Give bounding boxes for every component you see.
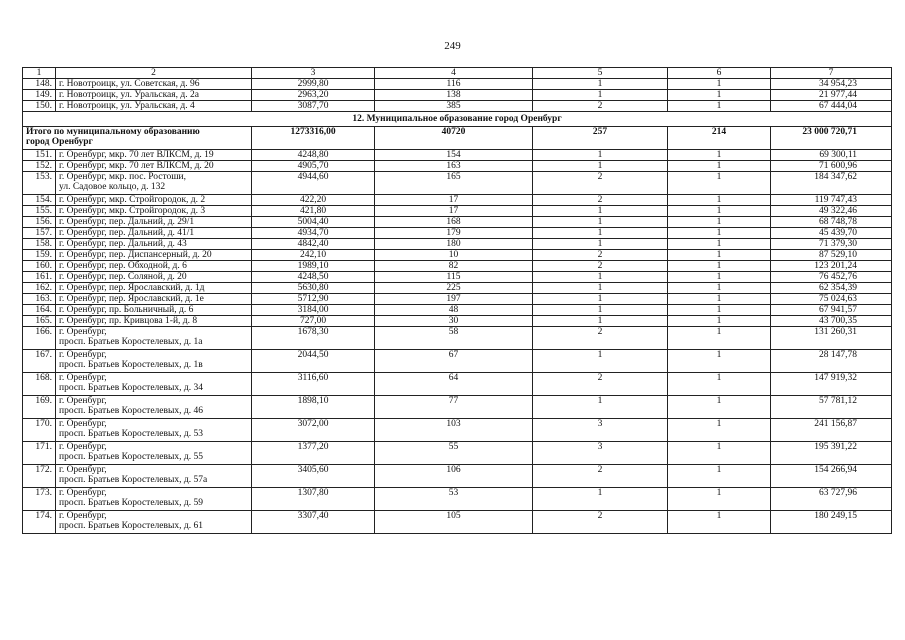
row-number: 166. [23, 327, 56, 350]
residents-value: 105 [375, 511, 533, 534]
cost-value: 71 600,96 [771, 161, 892, 172]
address-line: г. Оренбург, пер. Дальний, д. 29/1 [59, 217, 195, 227]
address-line: просп. Братьев Коростелевых, д. 53 [59, 429, 203, 439]
count-col5: 1 [533, 350, 668, 373]
residents-value: 77 [375, 396, 533, 419]
count-col5: 1 [533, 228, 668, 239]
count-col6: 1 [668, 419, 771, 442]
table-row [23, 261, 892, 272]
count-col6: 1 [668, 316, 771, 327]
address-line: г. Оренбург, мкр. Стройгородок, д. 3 [59, 206, 206, 216]
count-col5: 1 [533, 90, 668, 101]
table-row [23, 161, 892, 172]
residents-value: 55 [375, 442, 533, 465]
cost-value: 28 147,78 [771, 350, 892, 373]
cost-value: 147 919,32 [771, 373, 892, 396]
address [56, 488, 252, 511]
cost-value: 131 260,31 [771, 327, 892, 350]
address [56, 316, 252, 327]
address [56, 161, 252, 172]
cost-value: 75 024,63 [771, 294, 892, 305]
count-col5: 2 [533, 250, 668, 261]
table-row [23, 79, 892, 90]
count-col6: 1 [668, 101, 771, 112]
count-col5: 1 [533, 239, 668, 250]
count-col5: 2 [533, 195, 668, 206]
table-row [23, 294, 892, 305]
row-number: 158. [23, 239, 56, 250]
count-col6: 1 [668, 161, 771, 172]
address [56, 228, 252, 239]
cost-value: 68 748,78 [771, 217, 892, 228]
row-number: 155. [23, 206, 56, 217]
column-header: 1 [23, 68, 56, 79]
residents-value: 116 [375, 79, 533, 90]
address-line: г. Оренбург, мкр. пос. Ростоши, [59, 172, 186, 182]
cost-value: 195 391,22 [771, 442, 892, 465]
address-line: просп. Братьев Коростелевых, д. 61 [59, 521, 203, 531]
count-col5: 2 [533, 101, 668, 112]
row-number: 153. [23, 172, 56, 195]
residents-value: 17 [375, 195, 533, 206]
table-row [23, 272, 892, 283]
area-value: 5004,40 [252, 217, 375, 228]
count-col6: 1 [668, 327, 771, 350]
area-value: 422,20 [252, 195, 375, 206]
total-label-line: город Оренбург [26, 137, 93, 147]
area-value: 4842,40 [252, 239, 375, 250]
column-header: 6 [668, 68, 771, 79]
address-line: г. Оренбург, [59, 511, 107, 521]
register-table [22, 67, 892, 534]
address [56, 350, 252, 373]
row-number: 169. [23, 396, 56, 419]
table-row [23, 465, 892, 488]
area-value: 4944,60 [252, 172, 375, 195]
address-line: просп. Братьев Коростелевых, д. 59 [59, 498, 203, 508]
cost-value: 62 354,39 [771, 283, 892, 294]
area-value: 3405,60 [252, 465, 375, 488]
count-col6: 1 [668, 396, 771, 419]
area-value: 1989,10 [252, 261, 375, 272]
address [56, 101, 252, 112]
address-line: г. Новотроицк, ул. Уральская, д. 4 [59, 101, 195, 111]
column-header: 2 [56, 68, 252, 79]
count-col5: 2 [533, 511, 668, 534]
address [56, 396, 252, 419]
table-row [23, 488, 892, 511]
column-header: 5 [533, 68, 668, 79]
area-value: 2999,80 [252, 79, 375, 90]
count-col6: 1 [668, 150, 771, 161]
address-line: г. Оренбург, пер. Диспансерный, д. 20 [59, 250, 212, 260]
count-col5: 1 [533, 206, 668, 217]
count-col5: 1 [533, 272, 668, 283]
address [56, 327, 252, 350]
row-number: 174. [23, 511, 56, 534]
area-value: 5630,80 [252, 283, 375, 294]
row-number: 159. [23, 250, 56, 261]
total-col6: 214 [668, 127, 771, 150]
row-number: 170. [23, 419, 56, 442]
residents-value: 225 [375, 283, 533, 294]
address [56, 195, 252, 206]
table-row [23, 250, 892, 261]
count-col5: 1 [533, 316, 668, 327]
cost-value: 57 781,12 [771, 396, 892, 419]
row-number: 148. [23, 79, 56, 90]
residents-value: 106 [375, 465, 533, 488]
address-line: просп. Братьев Коростелевых, д. 1в [59, 360, 203, 370]
address-line: г. Оренбург, [59, 396, 107, 406]
count-col5: 3 [533, 442, 668, 465]
row-number: 150. [23, 101, 56, 112]
address-line: просп. Братьев Коростелевых, д. 34 [59, 383, 203, 393]
address [56, 511, 252, 534]
section-title: 12. Муниципальное образование город Оренбург [23, 112, 892, 127]
row-number: 149. [23, 90, 56, 101]
address-line: г. Оренбург, мкр. Стройгородок, д. 2 [59, 195, 206, 205]
residents-value: 385 [375, 101, 533, 112]
row-number: 165. [23, 316, 56, 327]
table-row [23, 305, 892, 316]
area-value: 4248,80 [252, 150, 375, 161]
total-residents: 40720 [375, 127, 533, 150]
cost-value: 241 156,87 [771, 419, 892, 442]
row-number: 171. [23, 442, 56, 465]
area-value: 4934,70 [252, 228, 375, 239]
column-header: 4 [375, 68, 533, 79]
address-line: г. Оренбург, пер. Соляной, д. 20 [59, 272, 187, 282]
count-col6: 1 [668, 195, 771, 206]
address [56, 305, 252, 316]
address [56, 283, 252, 294]
area-value: 242,10 [252, 250, 375, 261]
table-row [23, 228, 892, 239]
address [56, 294, 252, 305]
address-line: г. Новотроицк, ул. Советская, д. 96 [59, 79, 200, 89]
total-col5: 257 [533, 127, 668, 150]
address-line: г. Оренбург, пер. Дальний, д. 43 [59, 239, 187, 249]
row-number: 151. [23, 150, 56, 161]
total-label-line: Итого по муниципальному образованию [26, 127, 200, 137]
count-col5: 1 [533, 283, 668, 294]
table-row [23, 150, 892, 161]
area-value: 5712,90 [252, 294, 375, 305]
area-value: 4248,50 [252, 272, 375, 283]
count-col5: 2 [533, 172, 668, 195]
count-col6: 1 [668, 79, 771, 90]
column-number-header-row [23, 68, 892, 79]
residents-value: 138 [375, 90, 533, 101]
count-col5: 1 [533, 305, 668, 316]
cost-value: 71 379,30 [771, 239, 892, 250]
residents-value: 64 [375, 373, 533, 396]
residents-value: 82 [375, 261, 533, 272]
cost-value: 67 941,57 [771, 305, 892, 316]
count-col5: 1 [533, 150, 668, 161]
count-col6: 1 [668, 283, 771, 294]
address-line: г. Оренбург, [59, 488, 107, 498]
cost-value: 180 249,15 [771, 511, 892, 534]
column-header: 3 [252, 68, 375, 79]
row-number: 152. [23, 161, 56, 172]
count-col6: 1 [668, 373, 771, 396]
table-row [23, 195, 892, 206]
area-value: 1377,20 [252, 442, 375, 465]
cost-value: 34 954,23 [771, 79, 892, 90]
count-col5: 2 [533, 465, 668, 488]
address-line: г. Оренбург, [59, 373, 107, 383]
residents-value: 48 [375, 305, 533, 316]
cost-value: 45 439,70 [771, 228, 892, 239]
address [56, 261, 252, 272]
row-number: 163. [23, 294, 56, 305]
total-area: 1273316,00 [252, 127, 375, 150]
table-row [23, 419, 892, 442]
residents-value: 163 [375, 161, 533, 172]
area-value: 1678,30 [252, 327, 375, 350]
address-line: г. Оренбург, [59, 442, 107, 452]
address [56, 250, 252, 261]
address-line: г. Оренбург, пр. Больничный, д. 6 [59, 305, 194, 315]
row-number: 161. [23, 272, 56, 283]
column-header: 7 [771, 68, 892, 79]
cost-value: 87 529,10 [771, 250, 892, 261]
address-line: г. Оренбург, [59, 350, 107, 360]
address-line: г. Оренбург, [59, 419, 107, 429]
table-row [23, 172, 892, 195]
table-row [23, 283, 892, 294]
residents-value: 30 [375, 316, 533, 327]
total-label [23, 127, 252, 150]
count-col5: 1 [533, 488, 668, 511]
count-col6: 1 [668, 239, 771, 250]
cost-value: 154 266,94 [771, 465, 892, 488]
address-line: просп. Братьев Коростелевых, д. 1а [59, 337, 203, 347]
address [56, 465, 252, 488]
address [56, 90, 252, 101]
address-line: просп. Братьев Коростелевых, д. 46 [59, 406, 203, 416]
residents-value: 67 [375, 350, 533, 373]
area-value: 727,00 [252, 316, 375, 327]
residents-value: 17 [375, 206, 533, 217]
count-col6: 1 [668, 250, 771, 261]
count-col6: 1 [668, 217, 771, 228]
cost-value: 184 347,62 [771, 172, 892, 195]
area-value: 2044,50 [252, 350, 375, 373]
table-row [23, 90, 892, 101]
address [56, 79, 252, 90]
row-number: 167. [23, 350, 56, 373]
count-col6: 1 [668, 228, 771, 239]
address-line: просп. Братьев Коростелевых, д. 57а [59, 475, 208, 485]
count-col6: 1 [668, 272, 771, 283]
area-value: 1307,80 [252, 488, 375, 511]
count-col6: 1 [668, 261, 771, 272]
table-row [23, 101, 892, 112]
address [56, 239, 252, 250]
count-col6: 1 [668, 305, 771, 316]
cost-value: 49 322,46 [771, 206, 892, 217]
row-number: 156. [23, 217, 56, 228]
area-value: 3087,70 [252, 101, 375, 112]
cost-value: 76 452,76 [771, 272, 892, 283]
table-row [23, 511, 892, 534]
address-line: г. Оренбург, пер. Ярославский, д. 1е [59, 294, 204, 304]
address-line: г. Оренбург, пер. Ярославский, д. 1д [59, 283, 205, 293]
address [56, 217, 252, 228]
table-row [23, 316, 892, 327]
address-line: г. Оренбург, пер. Обходной, д. 6 [59, 261, 187, 271]
count-col5: 2 [533, 261, 668, 272]
area-value: 3184,00 [252, 305, 375, 316]
address [56, 419, 252, 442]
row-number: 173. [23, 488, 56, 511]
total-row [23, 127, 892, 150]
address [56, 373, 252, 396]
table-row [23, 239, 892, 250]
table-row [23, 327, 892, 350]
table-row [23, 350, 892, 373]
address-line: ул. Садовое кольцо, д. 132 [59, 182, 166, 192]
section-row [23, 112, 892, 127]
table-row [23, 373, 892, 396]
count-col5: 1 [533, 161, 668, 172]
residents-value: 168 [375, 217, 533, 228]
address [56, 272, 252, 283]
count-col6: 1 [668, 488, 771, 511]
count-col5: 3 [533, 419, 668, 442]
row-number: 157. [23, 228, 56, 239]
count-col6: 1 [668, 442, 771, 465]
area-value: 4905,70 [252, 161, 375, 172]
table-row [23, 217, 892, 228]
area-value: 2963,20 [252, 90, 375, 101]
address-line: г. Оренбург, пр. Кривцова 1-й, д. 8 [59, 316, 198, 326]
row-number: 162. [23, 283, 56, 294]
page-number: 249 [444, 40, 461, 52]
area-value: 3116,60 [252, 373, 375, 396]
address [56, 206, 252, 217]
residents-value: 58 [375, 327, 533, 350]
area-value: 3307,40 [252, 511, 375, 534]
residents-value: 53 [375, 488, 533, 511]
count-col5: 1 [533, 217, 668, 228]
count-col5: 2 [533, 327, 668, 350]
count-col5: 1 [533, 79, 668, 90]
cost-value: 63 727,96 [771, 488, 892, 511]
table-row [23, 396, 892, 419]
row-number: 172. [23, 465, 56, 488]
cost-value: 123 201,24 [771, 261, 892, 272]
area-value: 421,80 [252, 206, 375, 217]
residents-value: 197 [375, 294, 533, 305]
count-col5: 2 [533, 373, 668, 396]
area-value: 1898,10 [252, 396, 375, 419]
residents-value: 154 [375, 150, 533, 161]
address-line: г. Оренбург, мкр. 70 лет ВЛКСМ, д. 19 [59, 150, 214, 160]
row-number: 168. [23, 373, 56, 396]
count-col6: 1 [668, 350, 771, 373]
count-col6: 1 [668, 172, 771, 195]
address-line: г. Оренбург, [59, 465, 107, 475]
count-col5: 1 [533, 294, 668, 305]
residents-value: 115 [375, 272, 533, 283]
address-line: г. Оренбург, [59, 327, 107, 337]
address [56, 172, 252, 195]
cost-value: 21 977,44 [771, 90, 892, 101]
address-line: г. Новотроицк, ул. Уральская, д. 2а [59, 90, 199, 100]
cost-value: 67 444,04 [771, 101, 892, 112]
address [56, 150, 252, 161]
count-col6: 1 [668, 511, 771, 534]
register-table-body [23, 68, 892, 534]
count-col6: 1 [668, 90, 771, 101]
cost-value: 43 700,35 [771, 316, 892, 327]
address-line: г. Оренбург, пер. Дальний, д. 41/1 [59, 228, 195, 238]
residents-value: 10 [375, 250, 533, 261]
count-col6: 1 [668, 465, 771, 488]
row-number: 160. [23, 261, 56, 272]
count-col6: 1 [668, 294, 771, 305]
area-value: 3072,00 [252, 419, 375, 442]
cost-value: 119 747,43 [771, 195, 892, 206]
residents-value: 103 [375, 419, 533, 442]
count-col6: 1 [668, 206, 771, 217]
address-line: просп. Братьев Коростелевых, д. 55 [59, 452, 203, 462]
table-row [23, 206, 892, 217]
count-col5: 1 [533, 396, 668, 419]
residents-value: 179 [375, 228, 533, 239]
table-row [23, 442, 892, 465]
residents-value: 165 [375, 172, 533, 195]
address-line: г. Оренбург, мкр. 70 лет ВЛКСМ, д. 20 [59, 161, 214, 171]
residents-value: 180 [375, 239, 533, 250]
row-number: 154. [23, 195, 56, 206]
address [56, 442, 252, 465]
total-cost: 23 000 720,71 [771, 127, 892, 150]
cost-value: 69 300,11 [771, 150, 892, 161]
row-number: 164. [23, 305, 56, 316]
